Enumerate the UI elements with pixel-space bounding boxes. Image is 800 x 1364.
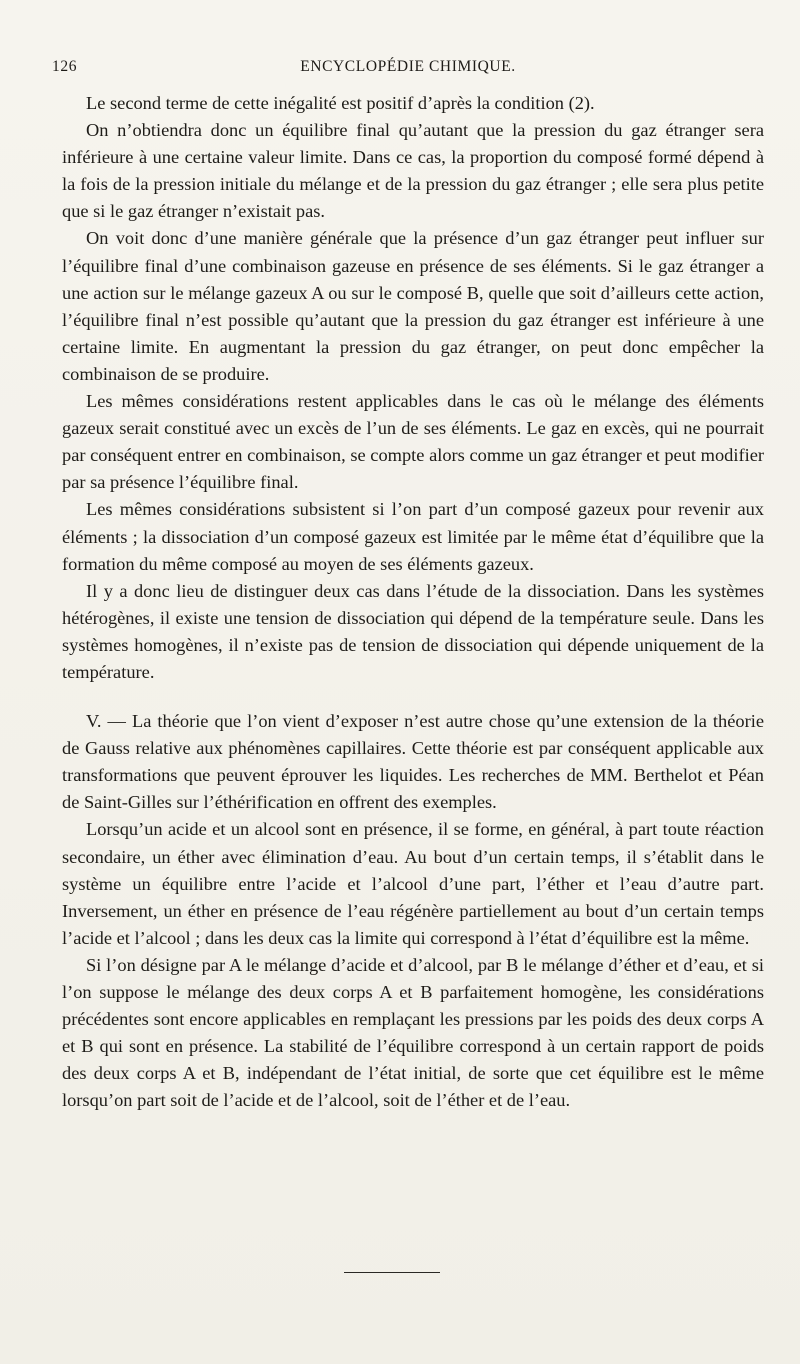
paragraph: On voit donc d’une manière générale que la présence d’un gaz étranger peut influer sur l’équilibre final d’une combinaison gazeuse en présence de ses éléments. Si le gaz étranger a une action sur le mélange gazeux A ou sur le composé B, quelle que soit d’ailleurs cette action, l’équilibre final n’est possible qu’autant que la pression du gaz étranger est inférieure à une certaine limite. En augmentant la pression du gaz étranger, on peut donc empêcher la combinaison de se produire. xyxy=(62,228,764,384)
paragraph: Lorsqu’un acide et un alcool sont en présence, il se forme, en général, à part toute réaction secondaire, un éther avec élimination d’eau. Au bout d’un certain temps, il s’établit dans le système un équilibre entre l’acide et l’alcool d’une part, l’éther et l’eau d’autre part. Inversement, un éther en présence de l’eau régénère partiellement au bout d’un certain temps l’acide et l’alcool ; dans les deux cas la limite qui correspond à l’état d’équilibre est la même. xyxy=(62,819,764,948)
paragraph: Les mêmes considérations subsistent si l’on part d’un composé gazeux pour revenir aux éléments ; la dissociation d’un composé gazeux est limitée par le même état d’équilibre que la formation du même composé au moyen de ses éléments gazeux. xyxy=(62,499,764,574)
paragraph: Il y a donc lieu de distinguer deux cas dans l’étude de la dissociation. Dans les systèmes hétérogènes, il existe une tension de dissociation qui dépend de la température seule. Dans les systèmes homogènes, il n’existe pas de tension de dissociation qui dépende uniquement de la température. xyxy=(62,580,764,682)
running-head xyxy=(52,58,764,80)
header-title: ENCYCLOPÉDIE CHIMIQUE. xyxy=(300,58,516,75)
section-v-paragraph: V. — La théorie que l’on vient d’exposer n’est autre chose qu’une extension de la théorie de Gauss relative aux phénomènes capillaires. Cette théorie est par conséquent applicable aux transformations que peuvent éprouver les liquides. Les recherches de MM. Berthelot et Péan de Saint-Gilles sur l’éthérification en offrent des exemples. xyxy=(62,711,764,813)
paragraph: Si l’on désigne par A le mélange d’acide et d’alcool, par B le mélange d’éther et d’eau, et si l’on suppose le mélange des deux corps A et B parfaitement homogène, les considérations précédentes sont encore applicables en remplaçant les pressions par les poids des deux corps A et B qui sont en présence. La stabilité de l’équilibre correspond à un certain rapport de poids des deux corps A et B, indépendant de l’état initial, de sorte que cet équilibre est le même lorsqu’on part soit de l’acide et de l’alcool, soit de l’éther et de l’eau. xyxy=(62,954,764,1111)
paragraph: Les mêmes considérations restent applicables dans le cas où le mélange des éléments gazeux serait constitué avec un excès de l’un de ses éléments. Le gaz en excès, qui ne pourrait par conséquent entrer en combinaison, se compte alors comme un gaz étranger et peut modifier par sa présence l’équilibre final. xyxy=(62,391,764,493)
end-rule xyxy=(344,1272,440,1273)
page-number: 126 xyxy=(52,58,78,75)
paragraph: On n’obtiendra donc un équilibre final qu’autant que la pression du gaz étranger sera inférieure à une certaine valeur limite. Dans ce cas, la proportion du composé formé dépend à la fois de la pression initiale du mélange et de la pression du gaz étranger ; elle sera plus petite que si le gaz étranger n’existait pas. xyxy=(62,120,764,222)
body-text xyxy=(62,90,764,1114)
paragraph: Le second terme de cette inégalité est positif d’après la condition (2). xyxy=(86,93,595,113)
